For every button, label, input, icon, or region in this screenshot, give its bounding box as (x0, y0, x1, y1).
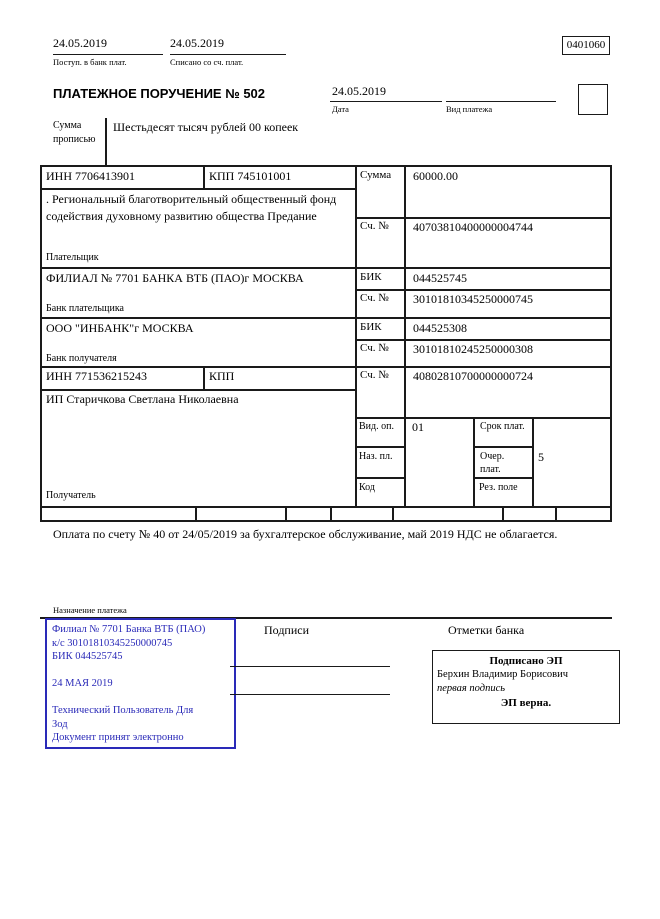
table-border (473, 446, 533, 448)
blue-stamp-line: 24 МАЯ 2019 (52, 678, 113, 689)
table-border (532, 417, 534, 507)
payer-bank-bik: 044525745 (413, 271, 467, 285)
cell-divider (502, 506, 504, 520)
document-date: 24.05.2019 (332, 84, 386, 98)
cell-divider (285, 506, 287, 520)
amount-words-label-2: прописью (53, 134, 96, 145)
payment-purpose-label: Назначение платежа (53, 605, 127, 615)
amount-value: 60000.00 (413, 169, 458, 183)
table-border (355, 289, 612, 291)
payer-name: . Региональный благотворительный общественный фонд содействия духовному развитию общества Предание (46, 192, 337, 223)
table-border (40, 267, 612, 269)
table-border (40, 506, 612, 508)
payer-kpp: КПП 745101001 (209, 169, 292, 183)
payment-purpose-text: Оплата по счету № 40 от 24/05/2019 за бухгалтерское обслуживание, май 2019 НДС не облагается. (53, 527, 558, 541)
table-border (473, 477, 533, 479)
payer-bank-bik-label: БИК (360, 271, 382, 283)
payment-kind-underline (446, 101, 556, 102)
payer-account-label: Сч. № (360, 220, 389, 232)
table-border (40, 165, 42, 521)
cell-divider (330, 506, 332, 520)
payment-kind-box (578, 84, 608, 115)
debited-date-underline (170, 54, 286, 55)
form-code-box: 0401060 (562, 36, 610, 55)
payee-bank-role-label: Банк получателя (46, 353, 117, 364)
payee-kpp-label: КПП (209, 369, 235, 383)
blue-stamp-line: к/с 30101810345250000745 (52, 637, 173, 649)
signature-line (230, 666, 390, 667)
date-underline (330, 101, 442, 102)
blue-stamp-line: Технический Пользователь Для (52, 705, 194, 716)
payer-bank-account-label: Сч. № (360, 292, 389, 304)
table-border (203, 165, 205, 189)
payee-inn: ИНН 771536215243 (46, 369, 147, 383)
payee-bank-bik: 044525308 (413, 321, 467, 335)
table-border (355, 477, 406, 479)
table-border (473, 417, 475, 507)
payee-bank-account: 30101810245250000308 (413, 342, 533, 356)
esign-valid-note: ЭП верна. (500, 697, 552, 709)
blue-stamp-line (52, 664, 234, 678)
signatures-label: Подписи (264, 623, 310, 637)
payer-bank-account: 30101810345250000745 (413, 292, 533, 306)
blue-stamp-line: Зод (52, 718, 68, 730)
table-border (355, 446, 406, 448)
cell-divider (555, 506, 557, 520)
payee-name: ИП Старичкова Светлана Николаевна (46, 392, 239, 406)
table-border (355, 417, 612, 419)
received-in-bank-label: Поступ. в банк плат. (53, 57, 127, 67)
blue-stamp-line (52, 691, 234, 705)
payment-kind-label: Вид платежа (446, 104, 493, 114)
table-border (610, 165, 612, 521)
table-border (40, 188, 355, 190)
payer-bank-name: ФИЛИАЛ № 7701 БАНКА ВТБ (ПАО)г МОСКВА (46, 271, 304, 285)
op-kind-label: Вид. оп. (359, 421, 394, 432)
table-border (40, 317, 612, 319)
amount-in-words-value: Шестьдесят тысяч рублей 00 копеек (113, 120, 299, 134)
signature-line (230, 694, 390, 695)
table-border (404, 165, 406, 507)
order-value: 5 (538, 450, 544, 464)
payee-account-label: Сч. № (360, 369, 389, 381)
amount-label: Сумма (360, 169, 392, 181)
table-border (40, 520, 612, 522)
date-label: Дата (332, 104, 349, 114)
payer-bank-role-label: Банк плательщика (46, 303, 124, 314)
document-title: ПЛАТЕЖНОЕ ПОРУЧЕНИЕ № 502 (53, 86, 266, 101)
esign-signed-title: Подписано ЭП (489, 655, 563, 667)
table-border (40, 366, 612, 368)
table-border (355, 339, 612, 341)
payer-role-label: Плательщик (46, 252, 99, 263)
debited-label: Списано со сч. плат. (170, 57, 244, 67)
cell-divider (392, 506, 394, 520)
received-date-underline (53, 54, 163, 55)
table-border (203, 366, 205, 390)
debited-date: 24.05.2019 (170, 36, 224, 50)
due-date-label: Срок плат. (480, 421, 525, 432)
payee-bank-account-label: Сч. № (360, 342, 389, 354)
blue-stamp-line: БИК 044525745 (52, 651, 123, 662)
pay-purpose-code-label: Наз. пл. (359, 451, 393, 462)
order-label: Очер. плат. (480, 451, 505, 475)
code-label: Код (359, 482, 375, 493)
cell-divider (195, 506, 197, 520)
table-border (355, 217, 612, 219)
table-border (40, 389, 355, 391)
esign-signature-kind: первая подпись (437, 683, 506, 694)
op-kind-value: 01 (412, 420, 424, 434)
reserve-field-label: Рез. поле (479, 482, 518, 493)
payer-account: 40703810400000004744 (413, 220, 533, 234)
esign-signer-name: Берхин Владимир Борисович (437, 669, 568, 680)
table-border (355, 165, 357, 507)
payee-bank-name: ООО "ИНБАНК"г МОСКВА (46, 321, 194, 335)
esign-stamp-box (432, 650, 620, 724)
blue-stamp-line: Документ принят электронно (52, 732, 184, 743)
amount-words-divider (105, 118, 107, 165)
payee-role-label: Получатель (46, 490, 96, 501)
bank-blue-stamp (45, 618, 236, 749)
payer-inn: ИНН 7706413901 (46, 169, 135, 183)
table-border (40, 165, 612, 167)
payee-bank-bik-label: БИК (360, 321, 382, 333)
amount-words-label-1: Сумма (53, 120, 82, 131)
blue-stamp-line: Филиал № 7701 Банка ВТБ (ПАО) (52, 624, 206, 635)
received-in-bank-date: 24.05.2019 (53, 36, 107, 50)
payee-account: 40802810700000000724 (413, 369, 533, 383)
bank-marks-label: Отметки банка (448, 623, 525, 637)
